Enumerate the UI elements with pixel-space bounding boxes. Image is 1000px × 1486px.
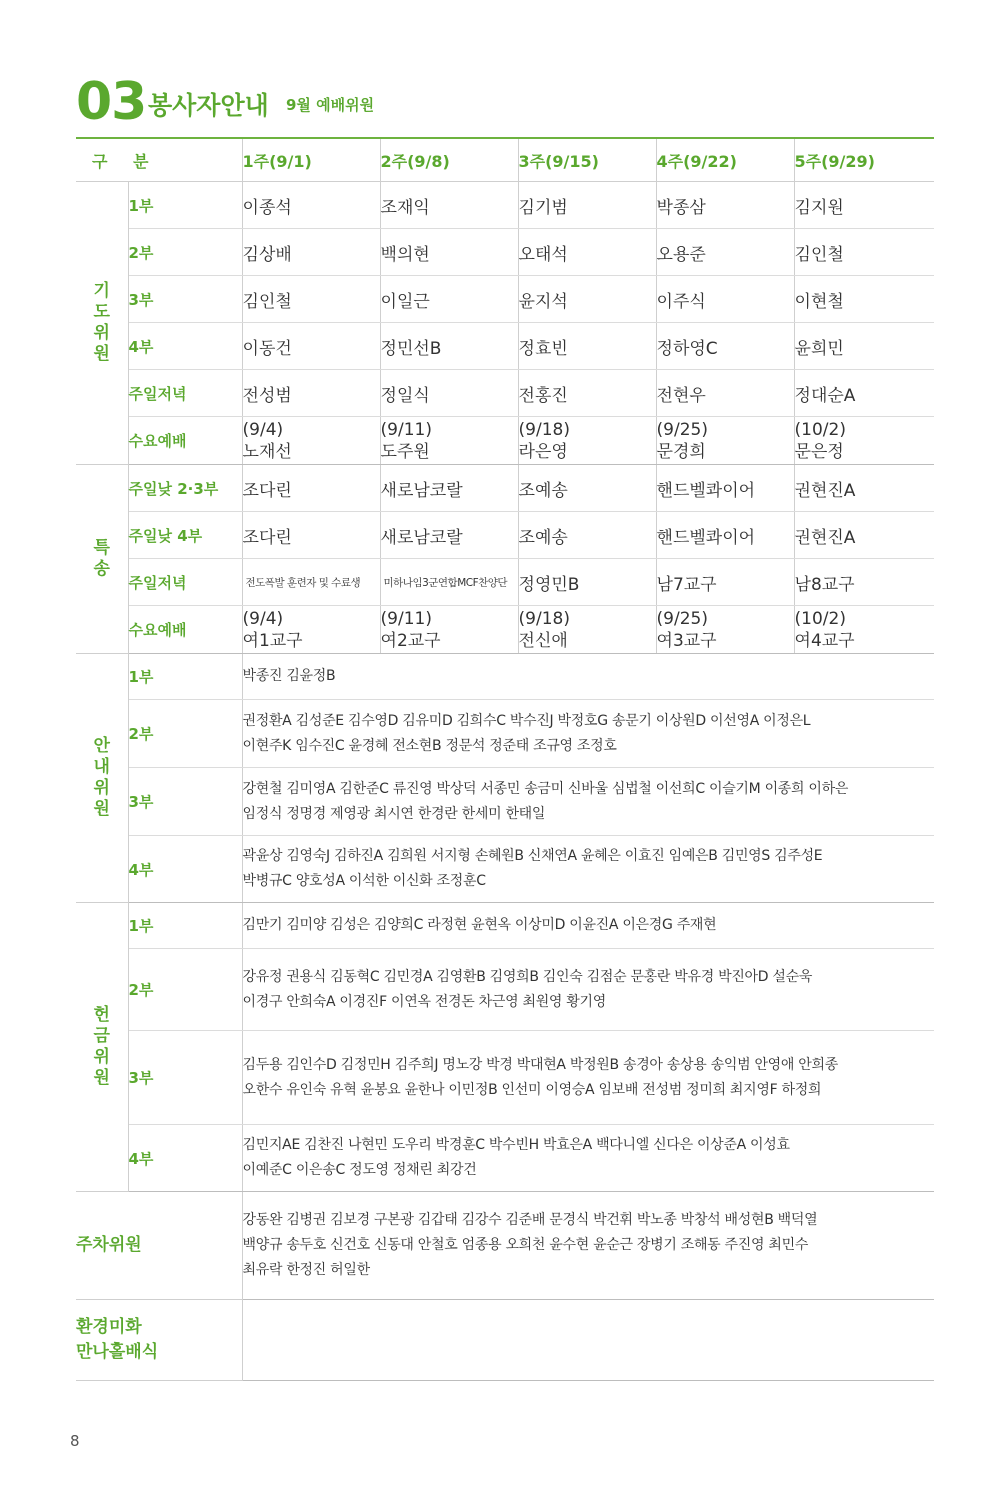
table-cell: 정민선B	[380, 323, 518, 370]
table-row	[76, 417, 934, 465]
group-label-environment: 환경미화 만나홀배식	[76, 1300, 242, 1381]
group-label-special: 특송	[76, 465, 128, 654]
table-row	[76, 1192, 934, 1300]
table-cell: 정영민B	[518, 559, 656, 606]
header-category: 구 분	[76, 139, 242, 182]
section-number: 03	[76, 72, 147, 132]
names-cell: 강현철 김미영A 김한준C 류진영 박상덕 서종민 송금미 신바울 심법철 이선희C 이슬기M 이종희 이하은 임정식 정명경 제영광 최시연 한경란 한세미 한태일	[242, 768, 934, 836]
table-cell: 새로남코랄	[380, 465, 518, 512]
table-cell: 이주식	[656, 276, 794, 323]
table-cell: 김지원	[794, 182, 934, 229]
table-cell: 권현진A	[794, 465, 934, 512]
table-cell: 김상배	[242, 229, 380, 276]
names-cell: 강유정 권용식 김동혁C 김민경A 김영환B 김영희B 김인숙 김점순 문홍란 박유경 박진아D 설순욱 이경구 안희숙A 이경진F 이연옥 전경돈 차근영 최원영 황기영	[242, 949, 934, 1031]
table-cell: (9/4) 노재선	[242, 417, 380, 465]
table-cell: 정하영C	[656, 323, 794, 370]
header-week-1: 1주(9/1)	[242, 139, 380, 182]
row-label: 주일낮 4부	[128, 512, 242, 559]
table-cell: 권현진A	[794, 512, 934, 559]
row-label: 4부	[128, 323, 242, 370]
table-cell: 정대순A	[794, 370, 934, 417]
row-label: 3부	[128, 276, 242, 323]
table-row	[76, 1031, 934, 1125]
table-row	[76, 1300, 934, 1381]
names-cell: 권정환A 김성준E 김수영D 김유미D 김희수C 박수진J 박정호G 송문기 이상원D 이선영A 이정은L 이현주K 임수진C 윤경혜 전소현B 정문석 정준태 조규영 조정호	[242, 700, 934, 768]
row-label: 2부	[128, 229, 242, 276]
section-subtitle: 9월 예배위원	[286, 96, 375, 114]
table-cell: 핸드벨콰이어	[656, 465, 794, 512]
volunteer-table	[76, 139, 934, 1381]
table-cell: (10/2) 여4교구	[794, 606, 934, 654]
header-week-3: 3주(9/15)	[518, 139, 656, 182]
header-week-2: 2주(9/8)	[380, 139, 518, 182]
table-cell: 전성범	[242, 370, 380, 417]
group-label-parking: 주차위원	[76, 1192, 242, 1300]
table-cell: 오용준	[656, 229, 794, 276]
row-label: 주일낮 2·3부	[128, 465, 242, 512]
table-cell: 이일근	[380, 276, 518, 323]
table-cell: 정일식	[380, 370, 518, 417]
table-cell: (9/11) 여2교구	[380, 606, 518, 654]
table-cell: (9/18) 전신애	[518, 606, 656, 654]
table-row	[76, 606, 934, 654]
table-cell: (9/25) 여3교구	[656, 606, 794, 654]
names-cell: 김민지AE 김찬진 나현민 도우리 박경훈C 박수빈H 박효은A 백다니엘 신다은 이상준A 이성효 이예준C 이은송C 정도영 정채린 최강건	[242, 1125, 934, 1192]
table-row	[76, 465, 934, 512]
row-label: 주일저녁	[128, 559, 242, 606]
table-cell: 조예송	[518, 465, 656, 512]
table-cell: 이동건	[242, 323, 380, 370]
table-cell: 이종석	[242, 182, 380, 229]
table-cell: 김인철	[794, 229, 934, 276]
table-cell: 윤희민	[794, 323, 934, 370]
table-cell: 박종삼	[656, 182, 794, 229]
row-label: 4부	[128, 1125, 242, 1192]
table-row	[76, 229, 934, 276]
table-row	[76, 1125, 934, 1192]
table-cell: 미하나임3군연합MCF찬양단	[380, 559, 518, 606]
table-cell: (9/18) 라은영	[518, 417, 656, 465]
row-label: 1부	[128, 654, 242, 700]
row-label: 수요예배	[128, 417, 242, 465]
header-week-5: 5주(9/29)	[794, 139, 934, 182]
table-row	[76, 654, 934, 700]
table-cell: 윤지석	[518, 276, 656, 323]
table-cell: 남7교구	[656, 559, 794, 606]
names-cell: 김만기 김미양 김성은 김양희C 라정현 윤현옥 이상미D 이윤진A 이은경G 주재현	[242, 903, 934, 949]
table-row	[76, 370, 934, 417]
group-label-guide: 안내위원	[76, 654, 128, 903]
table-cell: 조예송	[518, 512, 656, 559]
row-label: 2부	[128, 700, 242, 768]
section-header	[76, 70, 936, 132]
row-label: 3부	[128, 1031, 242, 1125]
names-cell: 강동완 김병권 김보경 구본광 김갑태 김강수 김준배 문경식 박건휘 박노종 박창석 배성현B 백덕열 백양규 송두호 신건호 신동대 안철호 엄종용 오희천 윤수현 윤순근 장병기 조해동 주진영 최민수 최유락 한정진 허일한	[242, 1192, 934, 1300]
table-row	[76, 903, 934, 949]
table-cell: 전홍진	[518, 370, 656, 417]
names-cell-empty	[242, 1300, 934, 1381]
table-cell: (9/11) 도주원	[380, 417, 518, 465]
names-cell: 박종진 김윤정B	[242, 654, 934, 700]
table-cell: 오태석	[518, 229, 656, 276]
row-label: 2부	[128, 949, 242, 1031]
table-header-row	[76, 139, 934, 182]
table-row	[76, 182, 934, 229]
table-cell: 정효빈	[518, 323, 656, 370]
table-cell: 김인철	[242, 276, 380, 323]
table-cell: (10/2) 문은정	[794, 417, 934, 465]
table-cell: 백의현	[380, 229, 518, 276]
table-row	[76, 512, 934, 559]
table-cell: 핸드벨콰이어	[656, 512, 794, 559]
table-cell: 남8교구	[794, 559, 934, 606]
header-week-4: 4주(9/22)	[656, 139, 794, 182]
group-label-prayer: 기도위원	[76, 182, 128, 465]
table-cell: (9/4) 여1교구	[242, 606, 380, 654]
row-label: 주일저녁	[128, 370, 242, 417]
table-cell: 전도폭발 훈련자 및 수료생	[242, 559, 380, 606]
table-cell: (9/25) 문경희	[656, 417, 794, 465]
row-label: 1부	[128, 903, 242, 949]
table-row	[76, 700, 934, 768]
table-cell: 새로남코랄	[380, 512, 518, 559]
table-cell: 이현철	[794, 276, 934, 323]
section-title: 봉사자안내	[148, 91, 269, 120]
names-cell: 김두용 김인수D 김정민H 김주희J 명노강 박경 박대현A 박정원B 송경아 송상용 송익범 안영애 안희종 오한수 유인숙 유혁 윤봉요 윤한나 이민정B 인선미 이영승A 임보배 전성범 정미희 최지영F 하정희	[242, 1031, 934, 1125]
table-row	[76, 559, 934, 606]
table-row	[76, 768, 934, 836]
table-cell: 조다린	[242, 465, 380, 512]
page-number: 8	[70, 1432, 80, 1450]
names-cell: 곽윤상 김영숙J 김하진A 김희원 서지형 손혜원B 신채연A 윤혜은 이효진 임예은B 김민영S 김주성E 박병규C 양호성A 이석한 이신화 조정훈C	[242, 836, 934, 903]
table-row	[76, 323, 934, 370]
row-label: 3부	[128, 768, 242, 836]
table-row	[76, 276, 934, 323]
table-cell: 김기범	[518, 182, 656, 229]
table-cell: 조다린	[242, 512, 380, 559]
row-label: 수요예배	[128, 606, 242, 654]
table-cell: 조재익	[380, 182, 518, 229]
row-label: 1부	[128, 182, 242, 229]
group-label-offering: 헌금위원	[76, 903, 128, 1192]
table-cell: 전현우	[656, 370, 794, 417]
row-label: 4부	[128, 836, 242, 903]
table-row	[76, 949, 934, 1031]
table-row	[76, 836, 934, 903]
